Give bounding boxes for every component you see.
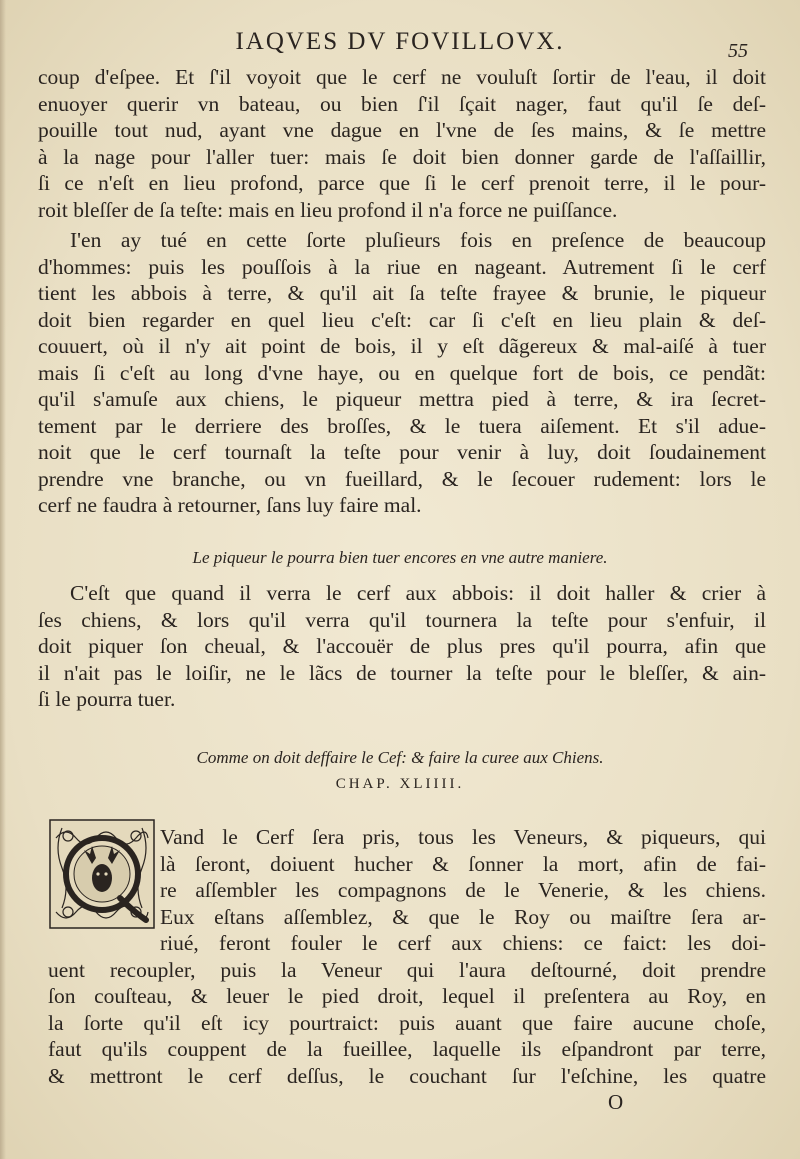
text-line: mais ſi c'eſt au long d'vne haye, ou en quelque fort de bois, ce pendãt: [38, 360, 766, 385]
text-line: ſon couſteau, & leuer le pied droit, lequel il preſentera au Roy, en [48, 984, 766, 1008]
text-line: la ſorte qu'il eſt icy pourtraict: puis auant que faire aucune choſe, [48, 1010, 766, 1035]
text-line: & mettront le cerf deſſus, le couchant ſur l'eſchine, les quatre [48, 1063, 766, 1088]
text-line: d'hommes: puis les pouſſois à la riue en nageant. Autrement ſi le cerf [38, 254, 766, 279]
text-line: faut qu'ils couppent de la fueillee, laquelle ils eſpandront par terre, [48, 1037, 766, 1061]
text-line: prendre vne branche, ou vn fueillard, & le ſecouer rudement: lors le [38, 466, 766, 491]
text-line: doit piquer ſon cheual, & l'accouër de plus pres qu'il pourra, afin que [38, 634, 766, 658]
text-line: ſes chiens, & lors qu'il verra qu'il tournera la teſte pour s'enfuir, il [38, 607, 766, 632]
paragraph-4 [48, 824, 766, 1089]
chapter-number: CHAP. XLIIII. [335, 776, 465, 792]
text-line: là ſeront, doiuent hucher & ſonner la mort, afin de fai- [160, 851, 766, 876]
text-line: doit bien regarder en quel lieu c'eſt: car ſi c'eſt en lieu plain & deſ- [38, 307, 766, 332]
text-line: tient les abbois à terre, & qu'il ait ſa teſte frayee & brunie, le piqueur [38, 281, 766, 305]
text-line: couuert, où il n'y ait point de bois, il y eſt dãgereux & mal-aiſé à tuer [38, 334, 766, 358]
text-line: tement par le derriere des broſſes, & le tuera aiſement. Et s'il adue- [38, 413, 766, 438]
text-line: Eux eſtans aſſemblez, & que le Roy ou maiſtre ſera ar- [160, 904, 766, 929]
text-line: ſi le pourra tuer. [38, 687, 176, 711]
page-number: 55 [728, 40, 748, 62]
text-line: coup d'eſpee. Et ſ'il voyoit que le cerf ne vouluſt ſortir de l'eau, il doit [38, 65, 766, 89]
section-rubric: Le piqueur le pourra bien tuer encores en vne autre maniere. [192, 548, 608, 567]
running-head: IAQVES DV FOVILLOVX. [235, 28, 565, 55]
text-line: cerf ne faudra à retourner, ſans luy faire mal. [38, 493, 422, 517]
text-line: enuoyer querir vn bateau, ou bien ſ'il ſçait nager, faut qu'il ſe deſ- [38, 91, 766, 116]
text-line: pouille tout nud, ayant vne dague en l'vne de ſes mains, & ſe mettre [38, 118, 766, 142]
text-line: C'eſt que quand il verra le cerf aux abbois: il doit haller & crier à [70, 581, 766, 605]
text-line: à la nage pour l'aller tuer: mais ſe doit bien donner garde de l'aſſaillir, [38, 144, 766, 169]
text-line: uent recoupler, puis la Veneur qui l'aura deſtourné, doit prendre [48, 957, 766, 982]
paragraph-3 [38, 580, 766, 713]
text-line: re aſſembler les compagnons de le Venerie, & les chiens. [160, 878, 766, 902]
chapter-title: Comme on doit deffaire le Cef: & faire la curee aux Chiens. [196, 748, 604, 767]
paragraph-1 [38, 64, 766, 223]
page-spine-shadow [0, 0, 6, 1159]
text-line: Vand le Cerf ſera pris, tous les Veneurs, & piqueurs, qui [160, 825, 766, 849]
text-line: qu'il s'amuſe aux chiens, le piqueur mettra pied à terre, & ira ſecret- [38, 387, 766, 411]
text-line: il n'ait pas le loiſir, ne le lãcs de tourner la teſte pour le bleſſer, & ain- [38, 660, 766, 685]
paragraph-2 [38, 227, 766, 519]
text-line: roit bleſſer de ſa teſte: mais en lieu profond il n'a force ne puiſſance. [38, 197, 618, 222]
text-line: I'en ay tué en cette ſorte pluſieurs fois en preſence de beaucoup [70, 228, 766, 252]
catchword: O [608, 1090, 624, 1114]
text-line: noit que le cerf tournaſt la teſte pour venir à luy, doit ſoudainement [38, 440, 766, 464]
text-line: ſi ce n'eſt en lieu profond, parce que ſi le cerf prenoit terre, il le pour- [38, 171, 766, 195]
text-line: riué, feront fouler le cerf aux chiens: ce faict: les doi- [160, 931, 766, 955]
